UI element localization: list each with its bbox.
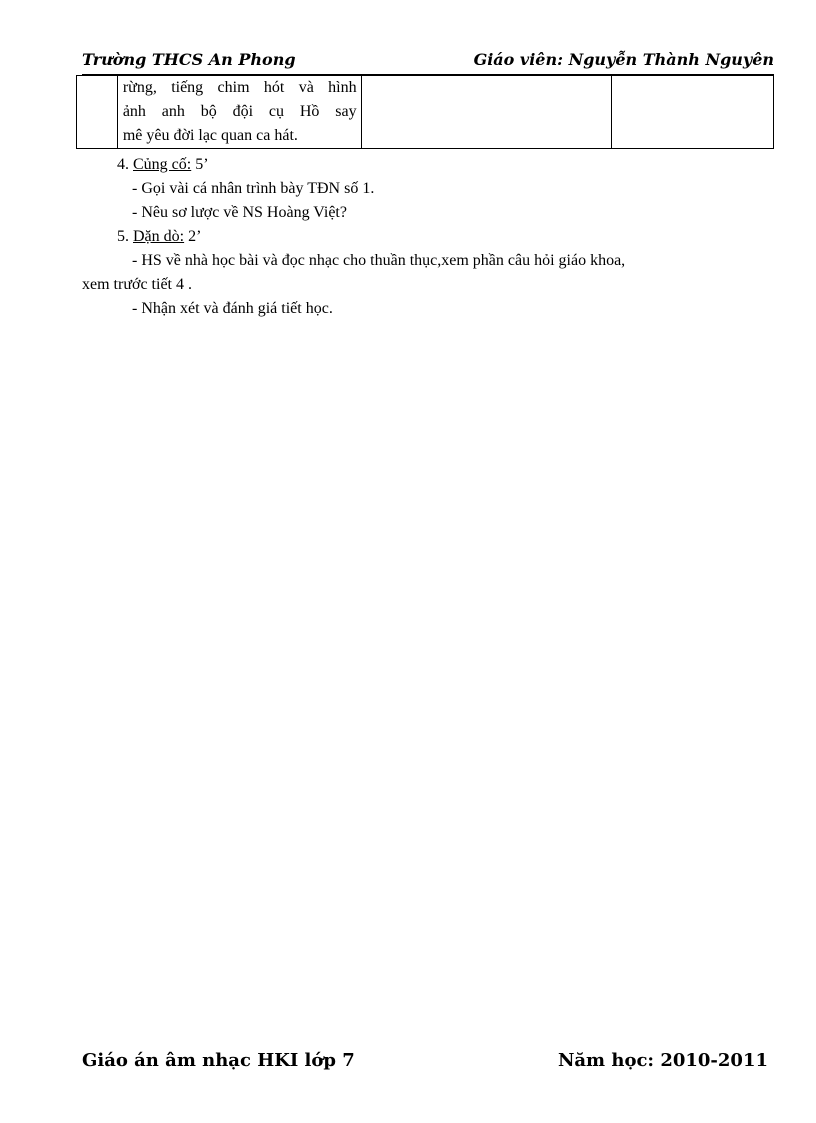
list-item: - Nhận xét và đánh giá tiết học. bbox=[132, 300, 333, 317]
footer-title: Giáo án âm nhạc HKI lớp 7 bbox=[82, 1050, 355, 1071]
cell-text-line: mê yêu đời lạc quan ca hát. bbox=[122, 127, 298, 144]
list-item: - Gọi vài cá nhân trình bày TĐN số 1. bbox=[132, 180, 375, 197]
section-title: Dặn dò: bbox=[133, 228, 185, 245]
section-number: 4. bbox=[117, 156, 129, 173]
teacher-name: Giáo viên: Nguyễn Thành Nguyên bbox=[473, 50, 774, 69]
lesson-table bbox=[76, 75, 774, 149]
page-header bbox=[82, 48, 774, 75]
section-number: 5. bbox=[117, 228, 129, 245]
list-item: - HS về nhà học bài và đọc nhạc cho thuần thục,xem phần câu hỏi giáo khoa, bbox=[132, 252, 626, 269]
section-time: 2’ bbox=[184, 228, 202, 245]
list-item: - Nêu sơ lược về NS Hoàng Việt? bbox=[132, 204, 347, 221]
page-footer bbox=[82, 1050, 768, 1078]
section-heading-5 bbox=[82, 225, 774, 249]
table-cell-1 bbox=[77, 76, 118, 149]
section-time: 5’ bbox=[191, 156, 209, 173]
table-cell-4 bbox=[611, 76, 773, 149]
table-cell-2 bbox=[117, 76, 361, 149]
school-name: Trường THCS An Phong bbox=[82, 50, 296, 69]
cell-text-line: rừng, tiếng chim hót và hình bbox=[122, 79, 357, 96]
table-cell-3 bbox=[361, 76, 611, 149]
section-heading-4 bbox=[82, 153, 774, 177]
footer-school-year: Năm học: 2010-2011 bbox=[557, 1050, 768, 1071]
lesson-content bbox=[82, 153, 774, 321]
list-item-continuation: xem trước tiết 4 . bbox=[82, 276, 192, 293]
table-row bbox=[77, 76, 774, 149]
section-title: Củng cố: bbox=[133, 156, 192, 173]
cell-text-line: ảnh anh bộ đội cụ Hồ say bbox=[122, 103, 357, 120]
